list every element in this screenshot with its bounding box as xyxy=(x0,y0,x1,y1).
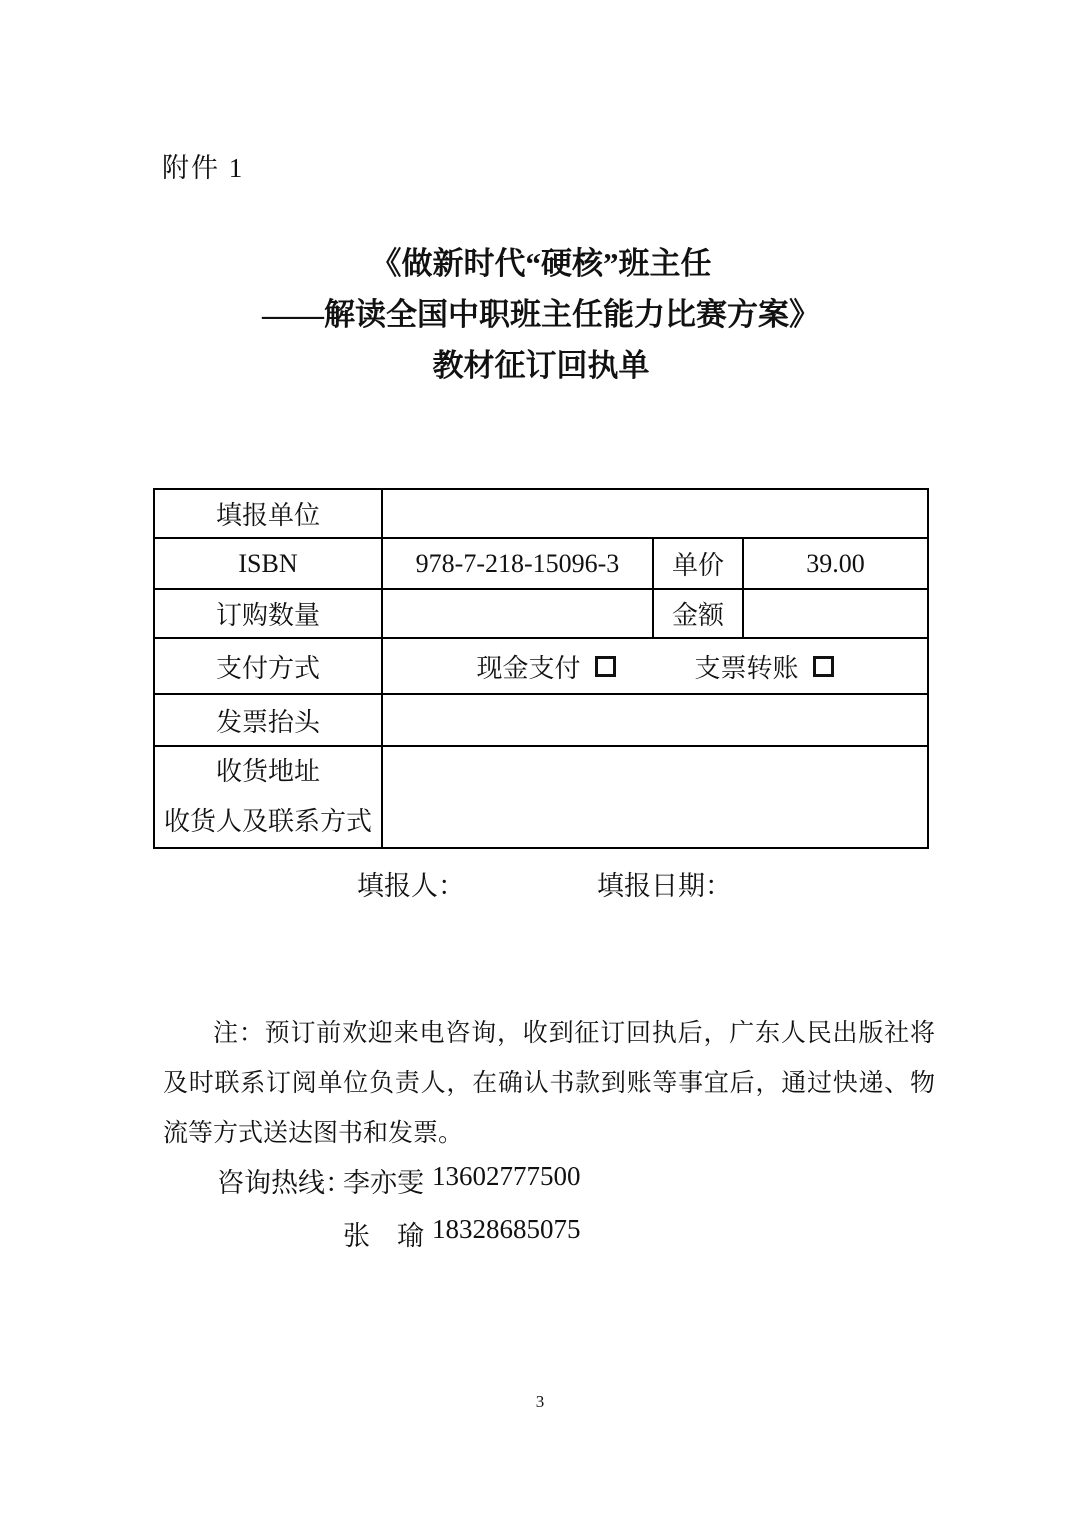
contact-1-name: 李亦雯 xyxy=(343,1168,424,1198)
note-paragraph: 注：预订前欢迎来电咨询，收到征订回执后，广东人民出版社将及时联系订阅单位负责人，在确认书款到账等事宜后，通过快递、物流等方式送达图书和发票。 xyxy=(163,1020,935,1147)
invoice-title-label: 发票抬头 xyxy=(154,694,382,746)
amount-label: 金额 xyxy=(653,589,743,638)
isbn-value: 978-7-218-15096-3 xyxy=(382,538,653,589)
quantity-label: 订购数量 xyxy=(154,589,382,638)
check-transfer-checkbox xyxy=(813,656,834,677)
title-line-3: 教材征订回执单 xyxy=(432,348,650,383)
cash-payment-checkbox xyxy=(595,656,616,677)
document-title xyxy=(153,238,929,391)
cash-payment-label: 现金支付 xyxy=(476,653,581,683)
title-line-1: 《做新时代“硬核”班主任 xyxy=(370,246,712,281)
fill-unit-label: 填报单位 xyxy=(154,489,382,538)
table-row-delivery xyxy=(154,746,928,848)
invoice-title-value-cell xyxy=(382,694,928,746)
table-row-fill-unit xyxy=(154,489,928,538)
check-transfer-label: 支票转账 xyxy=(694,653,799,683)
quantity-value-cell xyxy=(382,589,653,638)
attachment-label: 附件 1 xyxy=(162,153,245,183)
delivery-address-label: 收货地址 xyxy=(215,757,320,786)
hotline-contact-2 xyxy=(217,1214,697,1264)
delivery-value-cell xyxy=(382,746,928,848)
check-transfer-option xyxy=(695,648,834,685)
payment-label: 支付方式 xyxy=(154,638,382,694)
page-number: 3 xyxy=(535,1392,545,1411)
contact-2-phone: 18328685075 xyxy=(432,1214,581,1244)
contact-2-name: 张 瑜 xyxy=(343,1221,424,1251)
hotline-label: 咨询热线： xyxy=(217,1168,352,1198)
isbn-label: ISBN xyxy=(154,538,382,589)
cash-payment-option xyxy=(477,648,616,685)
table-row-isbn xyxy=(154,538,928,589)
title-line-2: ——解读全国中职班主任能力比赛方案》 xyxy=(262,297,820,332)
delivery-label xyxy=(154,746,382,848)
delivery-contact-label: 收货人及联系方式 xyxy=(163,807,372,836)
table-row-quantity xyxy=(154,589,928,638)
fill-date-label: 填报日期： xyxy=(597,871,732,901)
unit-price-label: 单价 xyxy=(653,538,743,589)
order-form-table xyxy=(153,488,929,849)
filler-label: 填报人： xyxy=(357,871,465,901)
hotline-contact-1 xyxy=(217,1161,697,1211)
unit-price-value: 39.00 xyxy=(743,538,928,589)
table-row-invoice-title xyxy=(154,694,928,746)
amount-value-cell xyxy=(743,589,928,638)
contact-1-phone: 13602777500 xyxy=(432,1161,581,1191)
table-row-payment xyxy=(154,638,928,694)
payment-options-cell xyxy=(382,638,928,694)
fill-unit-value-cell xyxy=(382,489,928,538)
